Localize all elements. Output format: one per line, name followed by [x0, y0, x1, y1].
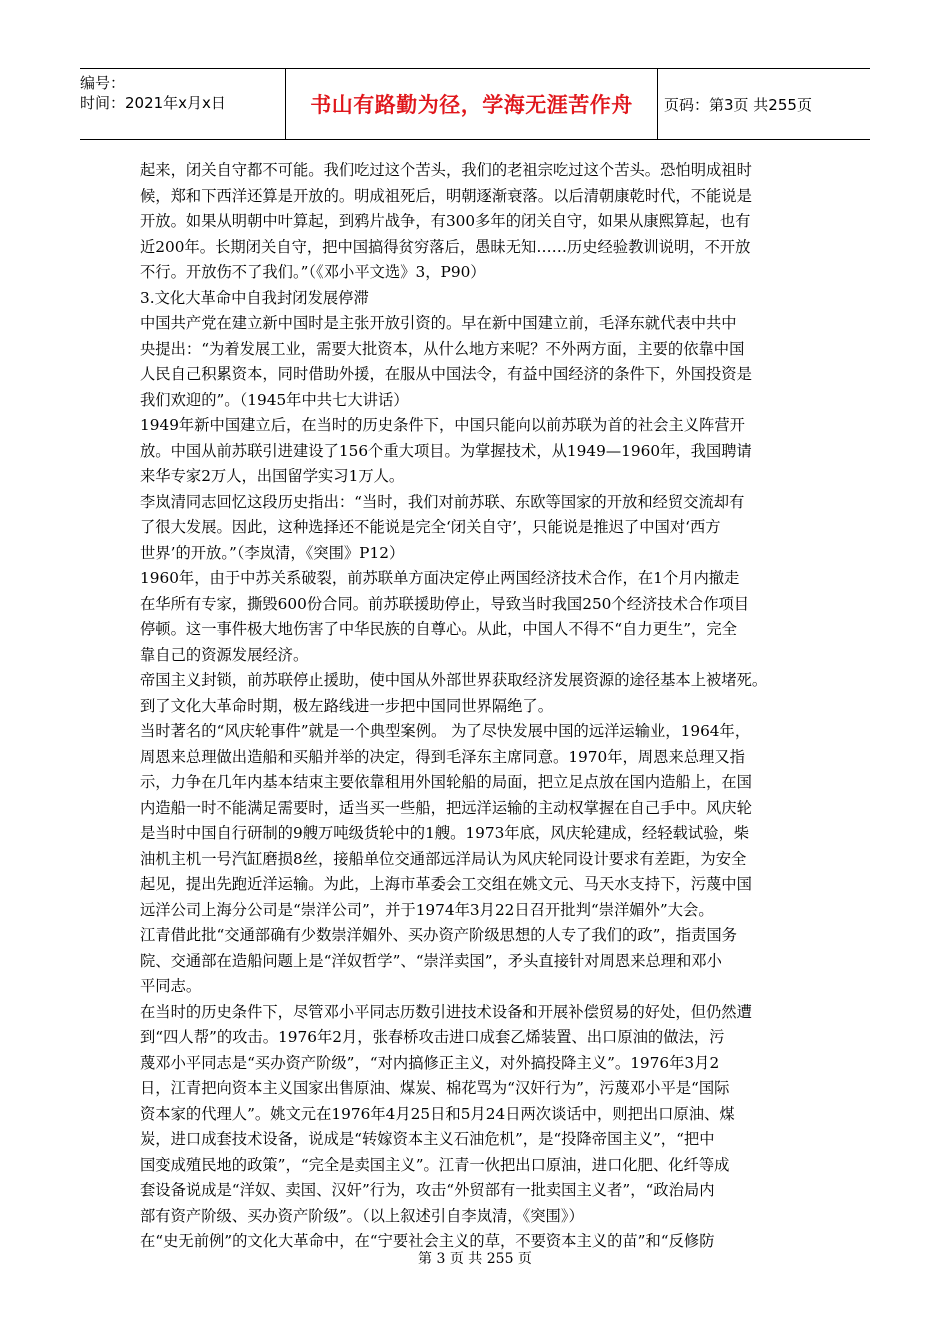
text-line: 不行。开放伤不了我们。”（《邓小平文选》3，P90）	[140, 263, 486, 281]
text-line: 帝国主义封锁，前苏联停止援助，使中国从外部世界获取经济发展资源的途径基本上被堵死。	[140, 671, 768, 689]
header-motto: 书山有路勤为径，学海无涯苦作舟	[285, 69, 658, 139]
text-line: 套设备说成是“洋奴、卖国、汉奸”行为，攻击“外贸部有一批卖国主义者”，“政治局内	[140, 1181, 715, 1199]
text-line: 到了文化大革命时期，极左路线进一步把中国同世界隔绝了。	[140, 696, 554, 715]
text-line: 李岚清同志回忆这段历史指出：“当时，我们对前苏联、东欧等国家的开放和经贸交流却有	[140, 492, 745, 511]
text-line: 示，力争在几年内基本结束主要依靠租用外国轮船的局面，把立足点放在国内造船上，在国	[140, 773, 752, 791]
text-line: 起见，提出先跑近洋运输。为此，上海市革委会工交组在姚文元、马天水支持下，污蔑中国	[140, 875, 752, 893]
text-line: 内造船一时不能满足需要时，适当买一些船，把远洋运输的主动权掌握在自己手中。风庆轮	[140, 798, 752, 817]
text-line: 我们欢迎的”。（1945年中共七大讲话）	[140, 390, 409, 409]
document-body	[140, 158, 830, 1255]
text-line: 蔑邓小平同志是“买办资产阶级”，“对内搞修正主义，对外搞投降主义”。1976年3月2	[140, 1053, 720, 1072]
text-line: 放。中国从前苏联引进建设了156个重大项目。为掌握技术，从1949—1960年，我国聘请	[140, 441, 752, 460]
text-line: 在华所有专家，撕毁600份合同。前苏联援助停止，导致当时我国250个经济技术合作项目	[140, 594, 750, 613]
text-line: 国变成殖民地的政策”，“完全是卖国主义”。江青一伙把出口原油，进口化肥、化纤等成	[140, 1155, 730, 1174]
text-line: 1949年新中国建立后，在当时的历史条件下，中国只能向以前苏联为首的社会主义阵营开	[140, 416, 745, 434]
page-footer: 第 3 页 共 255 页	[418, 1251, 532, 1267]
header-page-number: 页码：第3页 共255页	[664, 95, 812, 114]
text-line: 来华专家2万人，出国留学实习1万人。	[140, 467, 405, 485]
text-line: 在当时的历史条件下，尽管邓小平同志历数引进技术设备和开展补偿贸易的好处，但仍然遭	[140, 1002, 752, 1021]
text-line: 炭，进口成套技术设备，说成是“转嫁资本主义石油危机”，是“投降帝国主义”，“把中	[140, 1130, 715, 1148]
text-line: 央提出：“为着发展工业，需要大批资本，从什么地方来呢？不外两方面，主要的依靠中国	[140, 339, 745, 358]
text-line: 到“四人帮”的攻击。1976年2月，张春桥攻击进口成套乙烯装置、出口原油的做法，污	[140, 1028, 725, 1046]
text-line: 开放。如果从明朝中叶算起，到鸦片战争，有300多年的闭关自守，如果从康熙算起，也有	[140, 212, 751, 230]
text-line: 1960年，由于中苏关系破裂，前苏联单方面决定停止两国经济技术合作，在1个月内撤走	[140, 569, 740, 587]
text-line: 起来，闭关自守都不可能。我们吃过这个苦头，我们的老祖宗吃过这个苦头。恐怕明成祖时	[140, 161, 752, 179]
text-line: 是当时中国自行研制的9艘万吨级货轮中的1艘。1973年底，风庆轮建成，经轻载试验，柴	[140, 824, 750, 842]
text-line: 人民自己积累资本，同时借助外援，在服从中国法令，有益中国经济的条件下，外国投资是	[140, 365, 752, 383]
text-line: 当时著名的“风庆轮事件”就是一个典型案例。 为了尽快发展中国的远洋运输业，1964年，	[140, 722, 751, 740]
text-line: 世界’的开放。”（李岚清，《突围》P12）	[140, 543, 405, 562]
text-line: 江青借此批“交通部确有少数崇洋媚外、买办资产阶级思想的人专了我们的政”，指责国务	[140, 926, 737, 944]
page-header	[80, 68, 870, 140]
text-line: 停顿。这一事件极大地伤害了中华民族的自尊心。从此，中国人不得不“自力更生”，完全	[140, 620, 737, 638]
text-line: 中国共产党在建立新中国时是主张开放引资的。早在新中国建立前，毛泽东就代表中共中	[140, 314, 737, 332]
text-line: 候，郑和下西洋还算是开放的。明成祖死后，明朝逐渐衰落。以后清朝康乾时代，不能说是	[140, 186, 752, 205]
text-line: 在“史无前例”的文化大革命中，在“宁要社会主义的草，不要资本主义的苗”和“反修防	[140, 1232, 715, 1250]
text-line: 平同志。	[140, 977, 202, 995]
text-line: 远洋公司上海分公司是“崇洋公司”，并于1974年3月22日召开批判“崇洋媚外”大会。	[140, 900, 714, 919]
header-meta	[80, 69, 285, 139]
document-date: 时间：2021年x月x日	[80, 94, 226, 112]
text-line: 周恩来总理做出造船和买船并举的决定，得到毛泽东主席同意。1970年，周恩来总理又指	[140, 747, 745, 766]
document-number: 编号：	[80, 74, 126, 92]
text-line: 日，江青把向资本主义国家出售原油、煤炭、棉花骂为“汉奸行为”，污蔑邓小平是“国际	[140, 1079, 730, 1097]
text-line: 近200年。长期闭关自守，把中国搞得贫穷落后，愚昧无知……历史经验教训说明，不开放	[140, 237, 751, 256]
text-line: 资本家的代理人”。姚文元在1976年4月25日和5月24日两次谈话中，则把出口原油、煤	[140, 1104, 735, 1123]
text-line: 院、交通部在造船问题上是“洋奴哲学”、“崇洋卖国”，矛头直接针对周恩来总理和邓小	[140, 951, 722, 970]
text-line: 靠自己的资源发展经济。	[140, 645, 309, 664]
text-line: 3.文化大革命中自我封闭发展停滞	[140, 288, 369, 307]
text-line: 部有资产阶级、买办资产阶级”。（以上叙述引自李岚清，《突围》）	[140, 1206, 584, 1225]
text-line: 油机主机一号汽缸磨损8丝，接船单位交通部远洋局认为风庆轮同设计要求有差距，为安全	[140, 849, 747, 868]
text-line: 了很大发展。因此，这种选择还不能说是完全‘闭关自守’，只能说是推迟了中国对‘西方	[140, 518, 721, 536]
